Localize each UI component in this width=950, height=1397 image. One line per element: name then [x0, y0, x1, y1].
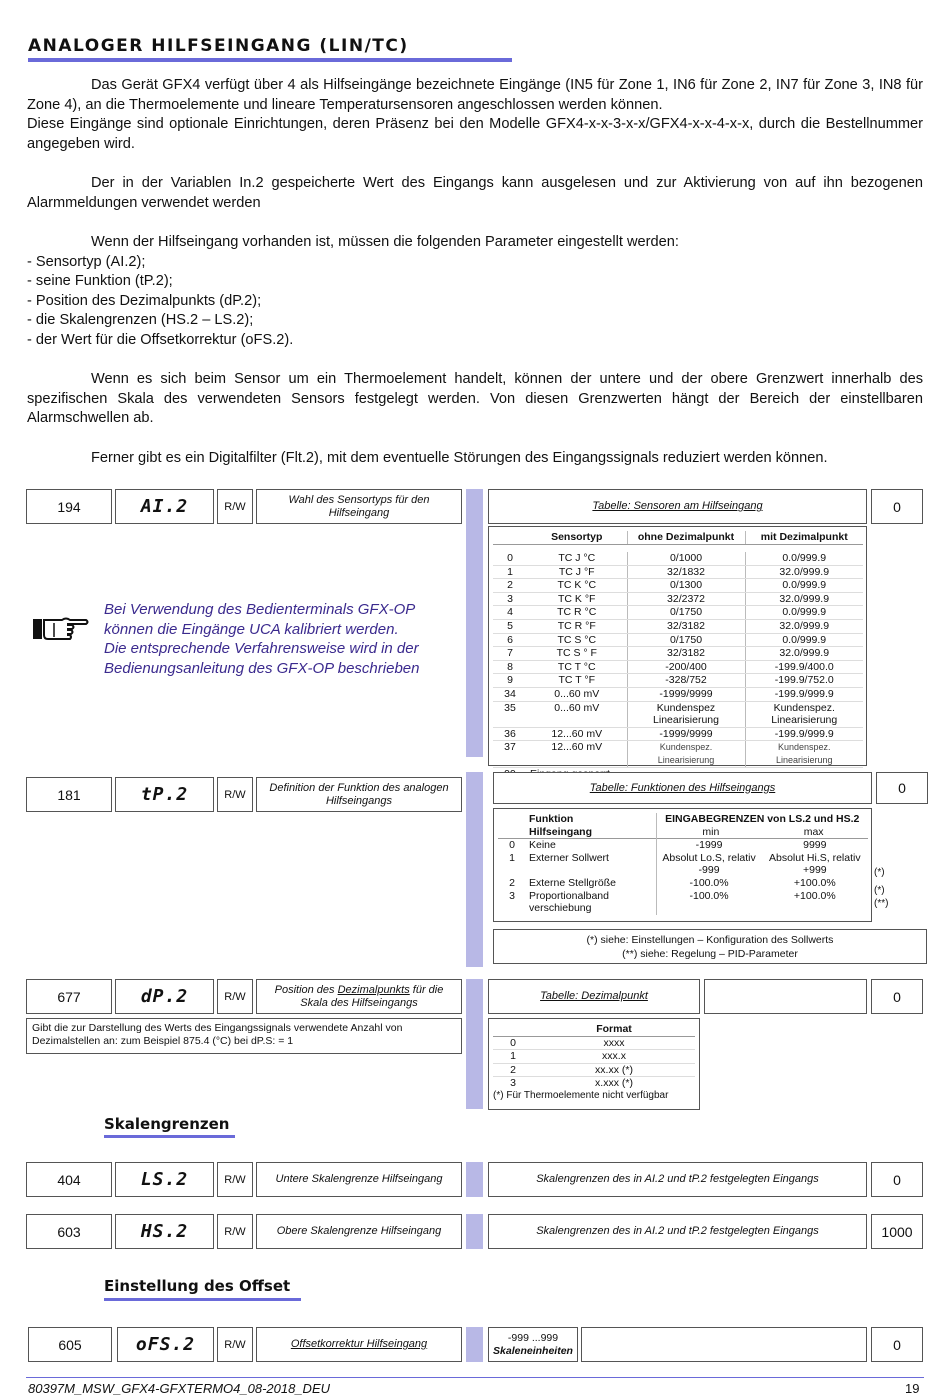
decimal-footnote: (*) Für Thermoelemente nicht verfügbar	[493, 1089, 669, 1101]
section-bar	[466, 489, 483, 757]
col-header: ohne Dezimalpunkt	[627, 531, 745, 544]
param-access: R/W	[217, 489, 253, 524]
param-code: dP.2	[115, 979, 214, 1014]
sensor-row: 1 TC J °F 32/1832 32.0/999.9	[493, 565, 863, 579]
function-table: Funktion Hilfseingang EINGABEGRENZEN von LS.2 und HS.2 min max 0 Keine -1999 9999 1 Externer Sollwert Absolut Lo.S, relativ -999 Absolut Hi.S, relativ +999 2 Externe Stellgröße -100.0% +100.0% 3 Proportionalband verschiebung -100.0% +100.0%	[498, 813, 868, 915]
section-bar	[466, 772, 483, 967]
param-number: 181	[26, 777, 112, 812]
section-title-scale: Skalengrenzen	[104, 1115, 230, 1133]
param-access: R/W	[217, 979, 253, 1014]
decimal-note: Gibt die zur Darstellung des Werts des Eingangssignals verwendete Anzahl von Dezimalstellen an: zum Beispiel 875.4 (°C) bei dP.S: = 1	[26, 1018, 462, 1054]
sensor-row: 8 TC T °C -200/400 -199.9/400.0	[493, 660, 863, 674]
title-underline	[28, 58, 512, 62]
param-code: tP.2	[115, 777, 214, 812]
col-header: mit Dezimalpunkt	[745, 531, 863, 544]
sensor-row: 6 TC S °C 0/1750 0.0/999.9	[493, 633, 863, 647]
param-code: HS.2	[115, 1214, 214, 1249]
param-list-item: - Sensortyp (AI.2);	[27, 253, 146, 270]
decimal-table: Format 0 xxxx 1 xxx.x 2 xx.xx (*) 3 x.xxx (*)	[493, 1023, 695, 1090]
section-bar	[466, 1214, 483, 1249]
footnote-markers: (*) (*) (**)	[874, 867, 889, 909]
param-number: 404	[26, 1162, 112, 1197]
param-default: 0	[871, 979, 923, 1014]
param-default: 0	[871, 489, 923, 524]
footer-doc-id: 80397M_MSW_GFX4-GFXTERMO4_08-2018_DEU	[28, 1381, 331, 1396]
param-info: Skalengrenzen des in AI.2 und tP.2 festgelegten Eingangs	[488, 1214, 867, 1249]
empty-cell	[581, 1327, 867, 1362]
calibration-note: Bei Verwendung des Bedienterminals GFX-OP können die Eingänge UCA kalibriert werden. Die entsprechende Verfahrensweise wird in der Bedienungsanleitung des GFX-OP beschrieben	[104, 601, 420, 677]
function-row: 3 Proportionalband verschiebung -100.0% +100.0%	[509, 889, 836, 915]
intro-paragraph-2: Der in der Variablen In.2 gespeicherte Wert des Eingangs kann ausgelesen und zur Aktivierung von auf ihn bezogenen Alarmmeldungen verwendet werden	[27, 175, 923, 211]
param-list-item: - Position des Dezimalpunkts (dP.2);	[27, 292, 262, 309]
sensor-row: 34 0...60 mV -1999/9999 -199.9/999.9	[493, 688, 863, 702]
pointing-hand-icon	[32, 611, 90, 645]
param-description: Offsetkorrektur Hilfseingang	[256, 1327, 462, 1362]
function-row: 0 Keine -1999 9999	[509, 839, 827, 852]
empty-cell	[704, 979, 867, 1014]
param-access: R/W	[217, 1327, 253, 1362]
page-title: ANALOGER HILFSEINGANG (LIN/TC)	[28, 36, 409, 56]
param-number: 677	[26, 979, 112, 1014]
sensor-row: 35 0...60 mV Kundenspez Linearisierung Kundenspez. Linearisierung	[493, 701, 863, 727]
page-number: 19	[905, 1381, 920, 1396]
param-default: 0	[876, 772, 928, 804]
decimal-row: 3 x.xxx (*)	[493, 1077, 695, 1090]
param-default: 0	[871, 1327, 923, 1362]
param-description: Untere Skalengrenze Hilfseingang	[256, 1162, 462, 1197]
decimal-row: 1 xxx.x	[493, 1050, 695, 1064]
section-bar	[466, 1162, 483, 1197]
table-title: Tabelle: Sensoren am Hilfseingang	[488, 489, 867, 524]
sensor-row: 4 TC R °C 0/1750 0.0/999.9	[493, 606, 863, 620]
param-access: R/W	[217, 1214, 253, 1249]
param-range: -999 ...999 Skaleneinheiten	[488, 1327, 578, 1362]
intro-paragraph-4: Wenn es sich beim Sensor um ein Thermoelement handelt, können der untere und der obere Grenzwert innerhalb des spezifischen Skala des verwendeten Sensors festgelegt werden. Von diesen Grenzwerten hängt der Bereich der einstellbaren Alarmschwellen ab.	[27, 371, 923, 427]
sensor-row: 3 TC K °F 32/2372 32.0/999.9	[493, 592, 863, 606]
sensor-table	[493, 531, 863, 781]
decimal-row: 0 xxxx	[493, 1036, 695, 1050]
sensor-row: 0 TC J °C 0/1000 0.0/999.9	[493, 552, 863, 565]
sensor-row: 5 TC R °F 32/3182 32.0/999.9	[493, 620, 863, 634]
param-description: Obere Skalengrenze Hilfseingang	[256, 1214, 462, 1249]
param-list-item: - seine Funktion (tP.2);	[27, 273, 173, 290]
param-code: AI.2	[115, 489, 214, 524]
param-default: 0	[871, 1162, 923, 1197]
footer-rule	[26, 1377, 924, 1378]
intro-paragraph-1b: Diese Eingänge sind optionale Einrichtungen, deren Präsenz bei den Modelle GFX4-x-x-3-x-x/GFX4-x-x-4-x-x, durch die Bestellnummer angegeben wird.	[27, 116, 923, 152]
function-table-box	[493, 808, 872, 922]
sensor-row: 36 12...60 mV -1999/9999 -199.9/999.9	[493, 727, 863, 741]
decimal-row: 2 xx.xx (*)	[493, 1063, 695, 1077]
param-default: 1000	[871, 1214, 923, 1249]
intro-paragraph-3: Wenn der Hilfseingang vorhanden ist, müssen die folgenden Parameter eingestellt werden:	[91, 234, 679, 250]
param-info: Skalengrenzen des in AI.2 und tP.2 festgelegten Eingangs	[488, 1162, 867, 1197]
sensor-row: 7 TC S ° F 32/3182 32.0/999.9	[493, 647, 863, 661]
function-footnotes: (*) siehe: Einstellungen – Konfiguration des Sollwerts (**) siehe: Regelung – PID-Parameter	[493, 929, 927, 964]
sensor-row: 37 12...60 mV Kundenspez. Linearisierung Kundenspez. Linearisierung	[493, 741, 863, 767]
intro-paragraph-5: Ferner gibt es ein Digitalfilter (Flt.2), mit dem eventuelle Störungen des Eingangssignals reduziert werden können.	[91, 450, 828, 466]
param-access: R/W	[217, 777, 253, 812]
param-number: 603	[26, 1214, 112, 1249]
param-number: 194	[26, 489, 112, 524]
param-list-item: - der Wert für die Offsetkorrektur (oFS.2).	[27, 331, 294, 348]
param-description: Definition der Funktion des analogen Hilfseingangs	[256, 777, 462, 812]
section-underline	[104, 1298, 301, 1301]
param-list-item: - die Skalengrenzen (HS.2 – LS.2);	[27, 312, 254, 329]
sensor-row: 9 TC T °F -328/752 -199.9/752.0	[493, 674, 863, 688]
param-number: 605	[28, 1327, 112, 1362]
sensor-row: 2 TC K °C 0/1300 0.0/999.9	[493, 579, 863, 593]
decimal-table-box	[488, 1018, 700, 1110]
col-header: Sensortyp	[527, 531, 627, 544]
table-title: Tabelle: Dezimalpunkt	[488, 979, 700, 1014]
function-row: 2 Externe Stellgröße -100.0% +100.0%	[509, 876, 836, 889]
section-bar	[466, 1327, 483, 1362]
param-access: R/W	[217, 1162, 253, 1197]
intro-text	[27, 76, 923, 154]
intro-paragraph-1: Das Gerät GFX4 verfügt über 4 als Hilfseingänge bezeichnete Eingänge (IN5 für Zone 1, IN6 für Zone 2, IN7 für Zone 3, IN8 für Zone 4), an die Thermoelemente und lineare Temperatursensoren angeschlossen werden können.	[27, 77, 923, 113]
sensor-table-box	[488, 526, 867, 766]
section-title-offset: Einstellung des Offset	[104, 1277, 291, 1295]
function-row: 1 Externer Sollwert Absolut Lo.S, relativ -999 Absolut Hi.S, relativ +999	[509, 851, 861, 877]
param-code: LS.2	[115, 1162, 214, 1197]
section-underline	[104, 1135, 235, 1138]
param-description: Wahl des Sensortyps für den Hilfseingang	[256, 489, 462, 524]
table-title: Tabelle: Funktionen des Hilfseingangs	[493, 772, 872, 804]
section-bar	[466, 979, 483, 1109]
param-code: oFS.2	[117, 1327, 214, 1362]
param-description: Position des Dezimalpunkts für die Skala des Hilfseingangs	[256, 979, 462, 1014]
